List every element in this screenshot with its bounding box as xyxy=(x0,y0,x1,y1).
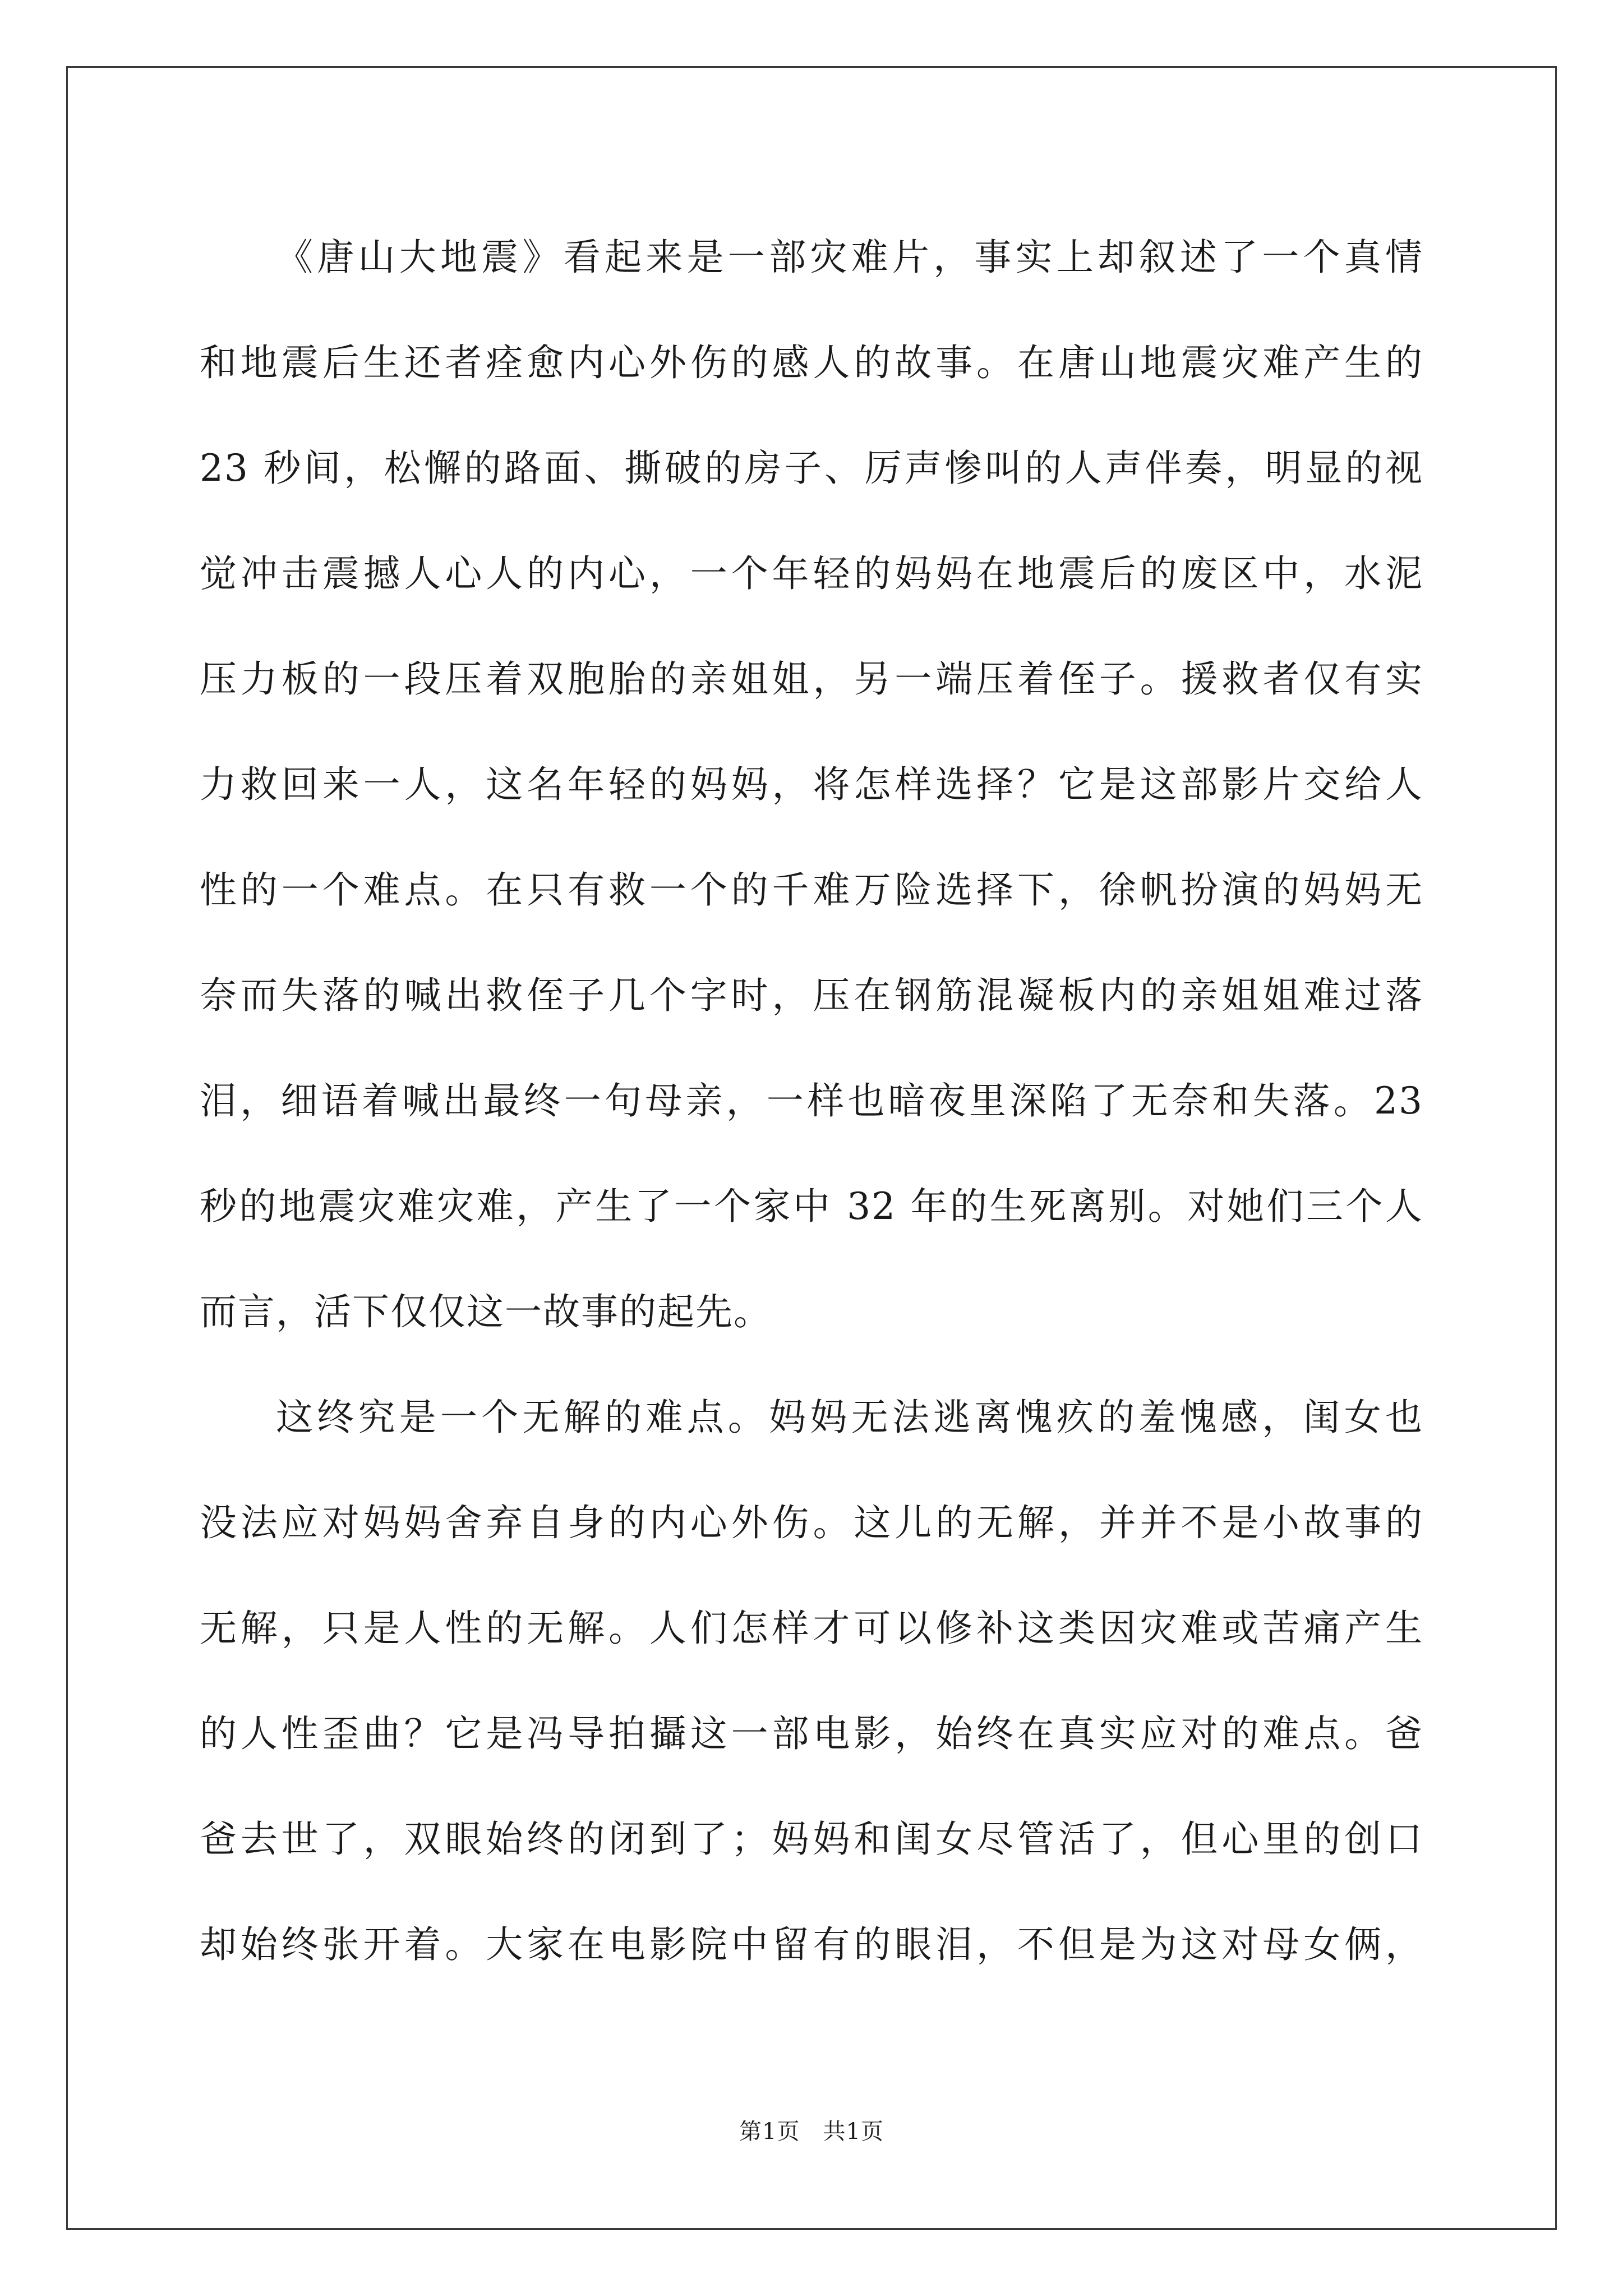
paragraph-1-line-8: 奈而失落的喊出救侄子几个字时，压在钢筋混凝板内的亲姐姐难过落 xyxy=(200,974,1423,1017)
paragraph-2-line-2: 没法应对妈妈舍弃自身的内心外伤。这儿的无解，并并不是小故事的 xyxy=(200,1501,1423,1544)
page-number-label: 第1页 共1页 xyxy=(739,2119,884,2145)
paragraph-1-line-9: 泪，细语着喊出最终一句母亲，一样也暗夜里深陷了无奈和失落。23 xyxy=(200,1079,1423,1122)
paragraph-1-line-6: 力救回来一人，这名年轻的妈妈，将怎样选择？它是这部影片交给人 xyxy=(200,763,1423,806)
paragraph-1-line-1: 《唐山大地震》看起来是一部灾难片，事实上却叙述了一个真情 xyxy=(276,236,1423,279)
paragraph-2-line-3: 无解，只是人性的无解。人们怎样才可以修补这类因灾难或苦痛产生 xyxy=(200,1607,1423,1650)
page-footer xyxy=(0,2114,1623,2146)
paragraph-1-line-7: 性的一个难点。在只有救一个的千难万险选择下，徐帆扮演的妈妈无 xyxy=(200,868,1423,912)
paragraph-2-line-1: 这终究是一个无解的难点。妈妈无法逃离愧疚的羞愧感，闺女也 xyxy=(276,1396,1423,1439)
paragraph-1-line-5: 压力板的一段压着双胞胎的亲姐姐，另一端压着侄子。援救者仅有实 xyxy=(200,657,1423,701)
paragraph-1-line-2: 和地震后生还者痊愈内心外伤的感人的故事。在唐山地震灾难产生的 xyxy=(200,341,1423,384)
paragraph-1-line-4: 觉冲击震撼人心人的内心，一个年轻的妈妈在地震后的废区中，水泥 xyxy=(200,552,1423,595)
document-body xyxy=(200,205,1423,1998)
paragraph-2-line-6: 却始终张开着。大家在电影院中留有的眼泪，不但是为这对母女俩， xyxy=(200,1923,1423,1966)
paragraph-1-line-10: 秒的地震灾难灾难，产生了一个家中 32 年的生死离别。对她们三个人 xyxy=(200,1185,1423,1228)
paragraph-2-line-4: 的人性歪曲？它是冯导拍攝这一部电影，始终在真实应对的难点。爸 xyxy=(200,1712,1423,1755)
paragraph-1-line-3: 23 秒间，松懈的路面、撕破的房子、厉声惨叫的人声伴奏，明显的视 xyxy=(200,447,1423,490)
paragraph-1-line-11: 而言，活下仅仅这一故事的起先。 xyxy=(200,1290,772,1333)
paragraph-2-line-5: 爸去世了，双眼始终的闭到了；妈妈和闺女尽管活了，但心里的创口 xyxy=(200,1818,1423,1861)
